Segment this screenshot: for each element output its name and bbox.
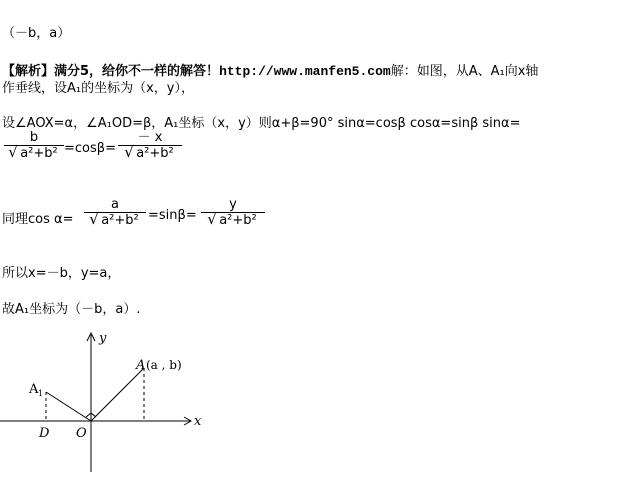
segment-oa xyxy=(91,368,144,421)
top-answer: （－b，a） xyxy=(2,26,71,41)
label-y: y xyxy=(99,331,107,346)
line-6: 故A₁坐标为（－b，a）. xyxy=(2,302,141,317)
fraction-4-numerator: y xyxy=(229,197,237,212)
label-a1: A xyxy=(29,382,39,397)
analysis-tag: 【解析】 xyxy=(2,64,55,79)
fraction-2-denominator: a²+b² xyxy=(136,146,174,161)
fraction-3: a √ a²+b² xyxy=(84,197,146,229)
label-a-coords: (a , b) xyxy=(146,358,182,372)
fraction-2: － x √ a²+b² xyxy=(118,130,182,162)
fraction-4: y √ a²+b² xyxy=(201,197,265,229)
fraction-3-numerator: a xyxy=(111,197,119,212)
segment-oa1 xyxy=(46,392,91,421)
label-o: O xyxy=(76,426,87,441)
label-d: D xyxy=(39,426,50,441)
line-3: 设∠AOX=α，∠A₁OD=β，A₁坐标（x，y）则α+β=90° sinα=cosβ cosα=sinβ sinα= xyxy=(2,116,521,131)
line-2: 作垂线，设A₁的坐标为（x，y）， xyxy=(2,81,194,96)
fraction-1-numerator: b xyxy=(29,130,39,145)
line-4-prefix: 同理cos α= xyxy=(2,212,74,227)
source-url[interactable]: http://www.manfen5.com xyxy=(219,64,391,79)
line-5: 所以x=－b，y=a， xyxy=(2,266,121,281)
label-x: x xyxy=(194,414,202,429)
analysis-title: 满分5，给你不一样的解答！ xyxy=(54,64,220,79)
fraction-1: b √ a²+b² xyxy=(4,130,64,162)
fraction-4-denominator: a²+b² xyxy=(219,213,257,228)
line1-rest: 解：如图，从A、A₁向x轴 xyxy=(390,64,539,79)
fraction-2-numerator: － x xyxy=(137,130,163,145)
label-a: A xyxy=(136,358,146,373)
eq-sin-beta: =sinβ= xyxy=(148,208,197,223)
eq-cos-beta: =cosβ= xyxy=(64,141,116,156)
coordinate-diagram xyxy=(0,320,220,480)
label-a1-subscript: 1 xyxy=(38,389,44,398)
fraction-3-denominator: a²+b² xyxy=(101,213,139,228)
fraction-1-denominator: a²+b² xyxy=(20,146,58,161)
